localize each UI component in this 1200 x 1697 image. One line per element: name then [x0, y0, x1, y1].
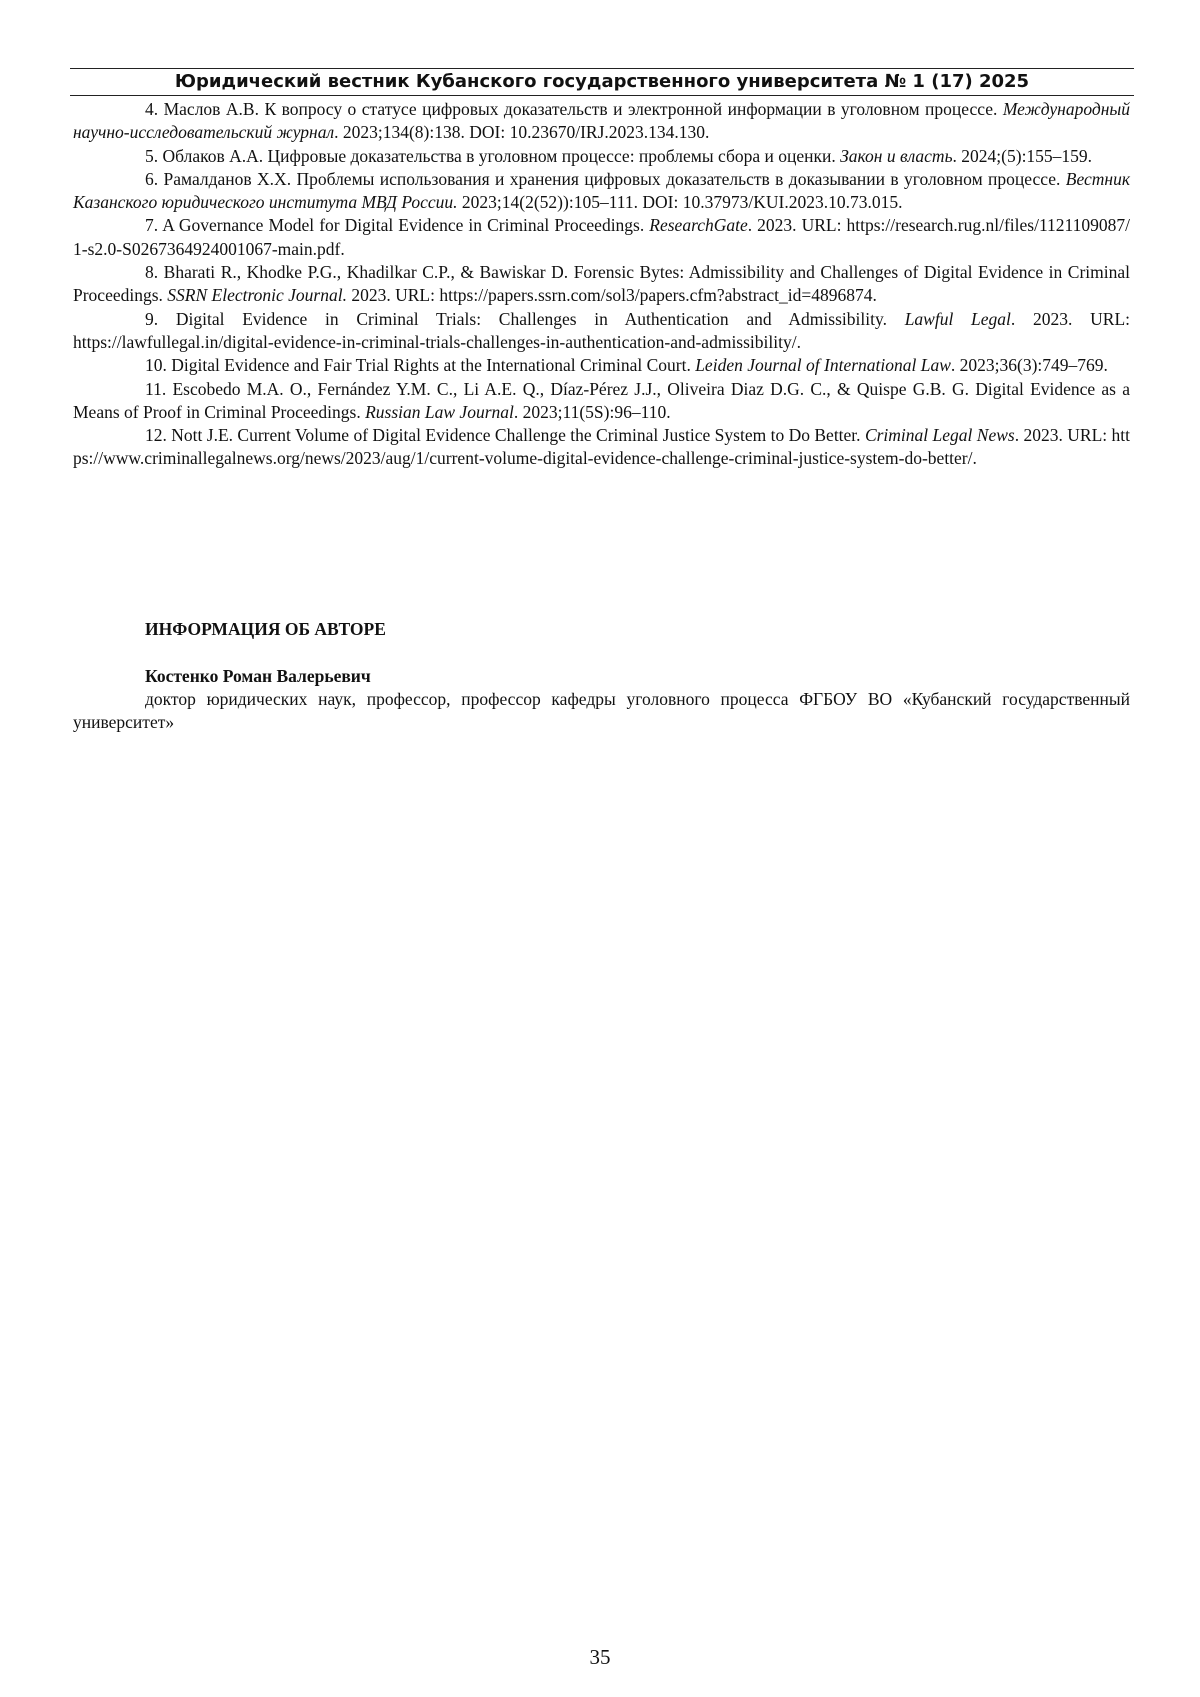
header-bottom-rule: [70, 95, 1134, 96]
reference-details: . 2023;11(5S):96–110.: [513, 401, 671, 422]
reference-details: 2023;14(2(52)):105–111. DOI: 10.37973/KUI.2023.10.73.015.: [457, 192, 903, 213]
reference-item: [73, 261, 1130, 308]
reference-item: [73, 354, 1130, 377]
reference-details: . 2024;(5):155–159.: [952, 145, 1093, 166]
reference-item: [73, 214, 1130, 261]
author-info-heading: ИНФОРМАЦИЯ ОБ АВТОРЕ: [145, 619, 386, 639]
reference-source: SSRN Electronic Journal.: [167, 285, 347, 306]
reference-details: . 2023;36(3):749–769.: [950, 355, 1108, 376]
reference-source: Russian Law Journal: [365, 401, 514, 422]
reference-details: 2023. URL: https://papers.ssrn.com/sol3/papers.cfm?abstract_id=4896874.: [346, 285, 877, 306]
reference-source: Leiden Journal of International Law: [695, 355, 951, 376]
reference-source: Lawful Legal: [904, 308, 1011, 329]
author-description: доктор юридических наук, профессор, профессор кафедры уголовного процесса ФГБОУ ВО «Кубанский государственный университет»: [73, 689, 1130, 733]
reference-item: [73, 424, 1130, 471]
reference-text: 7. A Governance Model for Digital Evidence in Criminal Proceedings.: [145, 215, 650, 236]
reference-item: [73, 168, 1130, 215]
reference-item: [73, 145, 1130, 168]
header-top-rule: [70, 68, 1134, 69]
reference-details: . 2023. URL: https://lawfullegal.in/digital-evidence-in-criminal-trials-challenges-in-authentication-and-admissibility/.: [73, 308, 1130, 352]
reference-source: Вестник Казанского юридического института МВД России.: [73, 168, 1130, 213]
reference-list: [73, 98, 1130, 471]
reference-item: [73, 308, 1130, 355]
reference-text: 10. Digital Evidence and Fair Trial Rights at the International Criminal Court.: [145, 355, 696, 376]
reference-item: [73, 98, 1130, 145]
reference-source: Закон и власть: [840, 145, 953, 166]
reference-text: 12. Nott J.E. Current Volume of Digital Evidence Challenge the Criminal Justice System to Do Better.: [145, 425, 865, 446]
author-name: Костенко Роман Валерьевич: [145, 666, 371, 686]
reference-text: 8. Bharati R., Khodke P.G., Khadilkar C.P., & Bawiskar D. Forensic Bytes: Admissibility and Challenges of Digital Evidence in Criminal Proceedings.: [73, 262, 1130, 306]
journal-title: Юридический вестник Кубанского государственного университета № 1 (17) 2025: [174, 71, 1030, 92]
reference-text: 9. Digital Evidence in Criminal Trials: Challenges in Authentication and Admissibility.: [145, 308, 905, 329]
reference-text: 4. Маслов А.В. К вопросу о статусе цифровых доказательств и электронной информации в уголовном процессе.: [145, 99, 1003, 119]
reference-text: 5. Облаков А.А. Цифровые доказательства в уголовном процессе: проблемы сбора и оценки.: [145, 145, 841, 166]
reference-text: 6. Рамалданов Х.Х. Проблемы использования и хранения цифровых доказательств в доказывании в уголовном процессе.: [145, 168, 1066, 189]
reference-source: ResearchGate: [649, 215, 748, 236]
reference-source: Criminal Legal News: [864, 425, 1015, 446]
reference-item: [73, 378, 1130, 425]
reference-details: . 2023. URL: https://www.criminallegalnews.org/news/2023/aug/1/current-volume-digital-evidence-challenge-criminal-justice-system-do-better/.: [73, 425, 1130, 469]
reference-details: . 2023. URL: https://research.rug.nl/files/1121109087/1-s2.0-S0267364924001067-main.pdf.: [73, 215, 1131, 259]
reference-text: 11. Escobedo M.A. O., Fernández Y.M. C., Li A.E. Q., Díaz-Pérez J.J., Oliveira Diaz D.G. C., & Quispe G.B. G. Digital Evidence as a Means of Proof in Criminal Proceedings.: [73, 378, 1130, 422]
reference-source: Международный научно-исследовательский журнал: [73, 99, 1130, 143]
reference-details: . 2023;134(8):138. DOI: 10.23670/IRJ.2023.134.130.: [334, 122, 710, 143]
page-number: 35: [589, 1645, 611, 1669]
